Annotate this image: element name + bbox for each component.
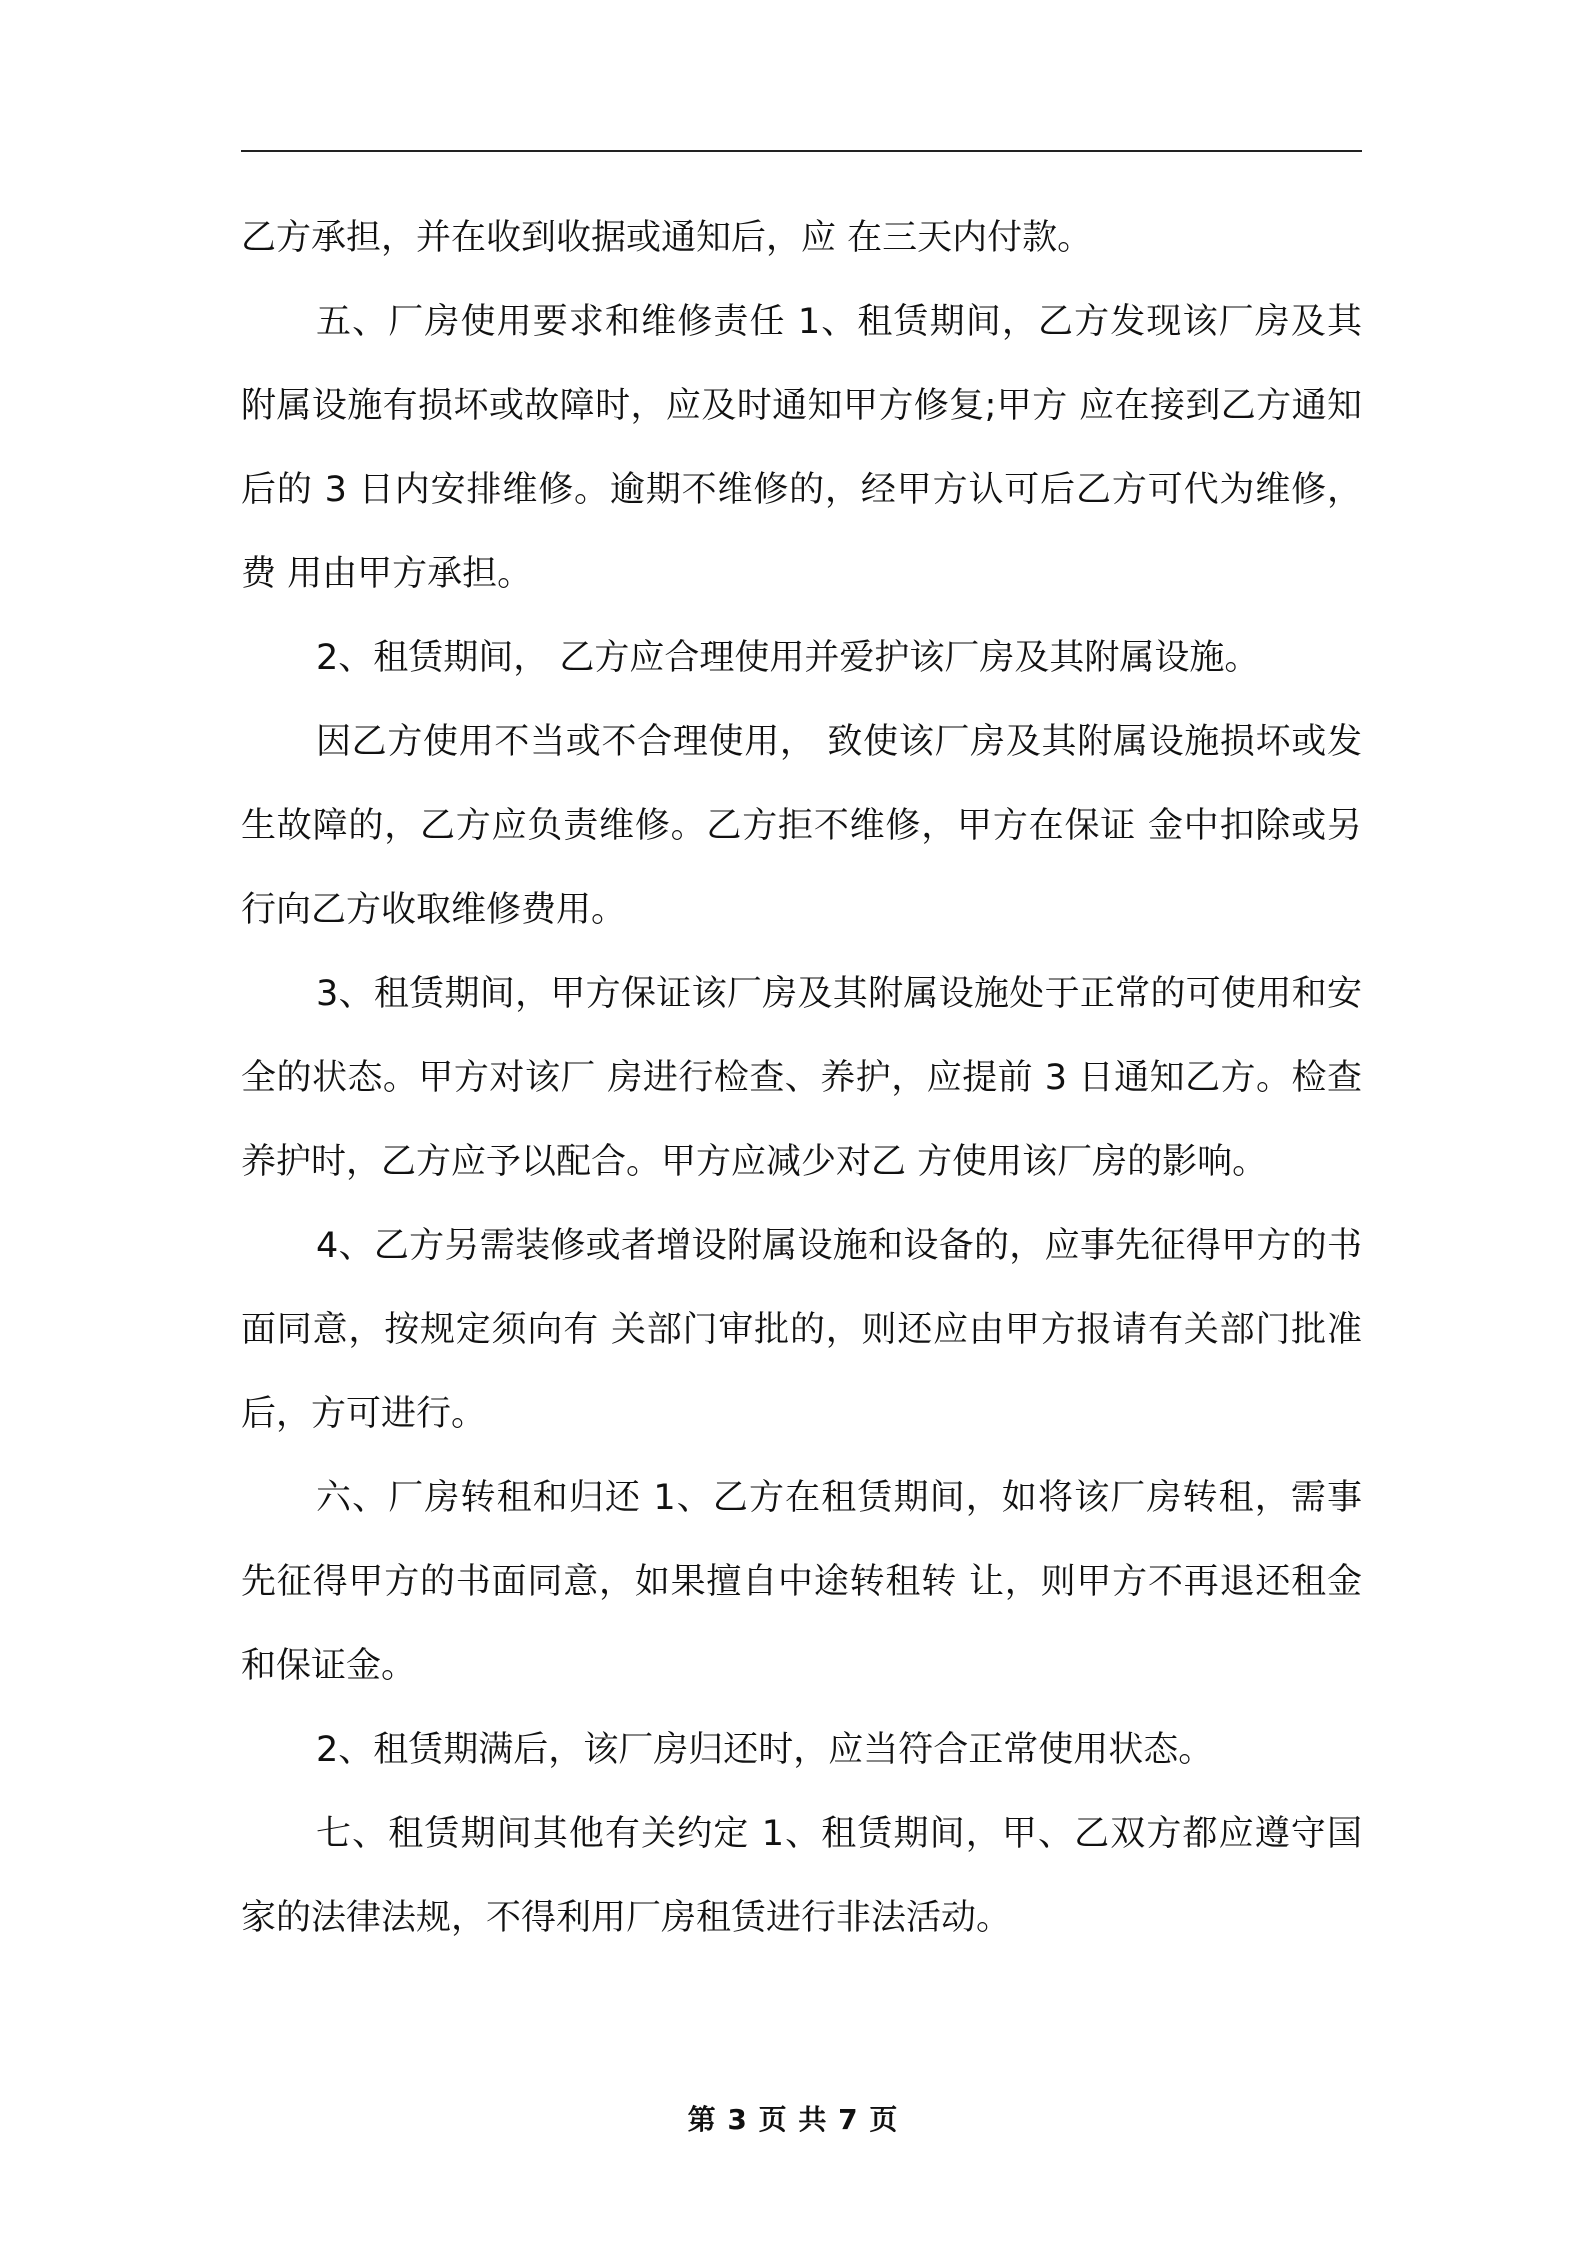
paragraph-improper-use: 因乙方使用不当或不合理使用， 致使该厂房及其附属设施损坏或发生故障的，乙方应负责维修。乙方拒不维修，甲方在保证 金中扣除或另行向乙方收取维修费用。 <box>241 722 1362 930</box>
paragraph-section-5: 五、厂房使用要求和维修责任 1、租赁期间，乙方发现该厂房及其附属设施有损坏或故障时，应及时通知甲方修复;甲方 应在接到乙方通知后的 3 日内安排维修。逾期不维修的，经甲方认可后乙方可代为维修，费 用由甲方承担。 <box>241 302 1362 594</box>
paragraph-item-3: 3、租赁期间，甲方保证该厂房及其附属设施处于正常的可使用和安全的状态。甲方对该厂 房进行检查、养护，应提前 3 日通知乙方。检查养护时，乙方应予以配合。甲方应减少对乙 方使用该厂房的影响。 <box>241 974 1362 1182</box>
paragraph-item-2: 2、租赁期间， 乙方应合理使用并爱护该厂房及其附属设施。 <box>316 638 1260 678</box>
paragraph-section-7: 七、租赁期间其他有关约定 1、租赁期间，甲、乙双方都应遵守国家的法律法规，不得利用厂房租赁进行非法活动。 <box>241 1814 1362 1938</box>
document-body <box>241 196 1362 1960</box>
header-rule <box>241 150 1362 152</box>
paragraph-item-4: 4、乙方另需装修或者增设附属设施和设备的，应事先征得甲方的书面同意，按规定须向有 关部门审批的，则还应由甲方报请有关部门批准后，方可进行。 <box>241 1226 1362 1434</box>
paragraph-return: 2、租赁期满后，该厂房归还时，应当符合正常使用状态。 <box>316 1730 1214 1770</box>
paragraph-section-6: 六、厂房转租和归还 1、乙方在租赁期间，如将该厂房转租，需事先征得甲方的书面同意，如果擅自中途转租转 让，则甲方不再退还租金和保证金。 <box>241 1478 1362 1686</box>
page-number-footer: 第 3 页 共 7 页 <box>687 2103 899 2136</box>
paragraph-continuation: 乙方承担，并在收到收据或通知后，应 在三天内付款。 <box>241 218 1093 258</box>
